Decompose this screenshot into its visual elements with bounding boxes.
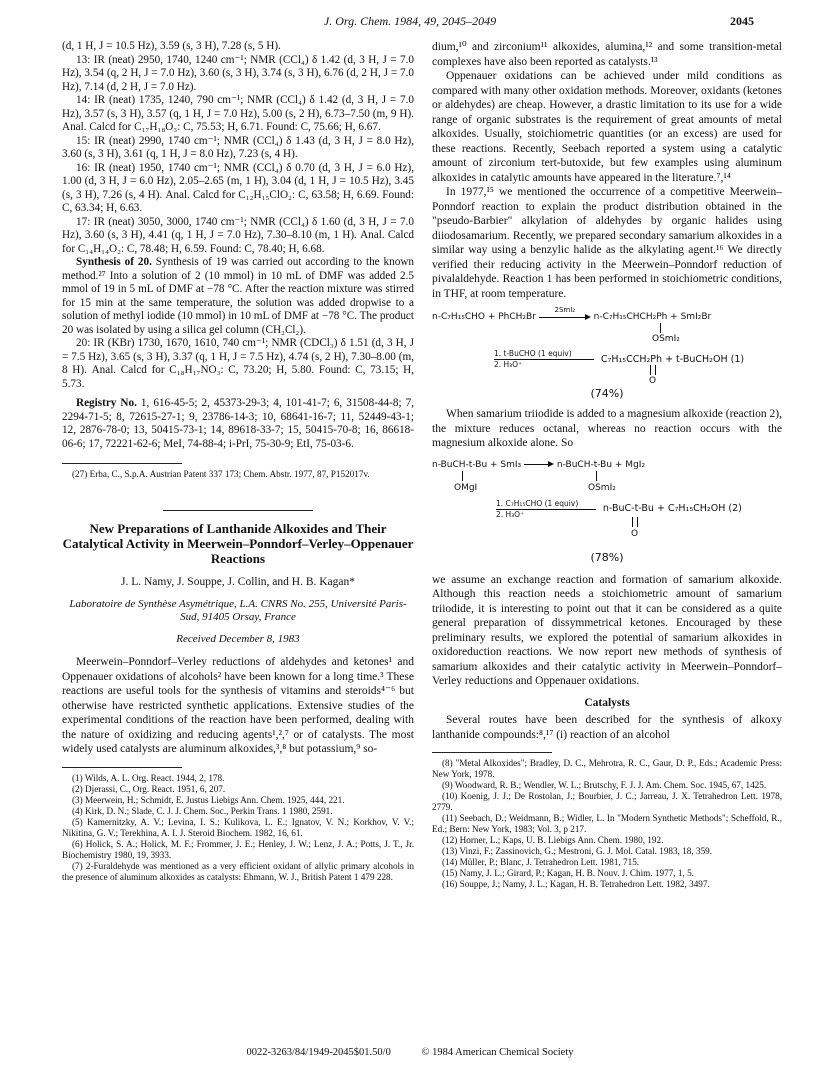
- scheme2-arrow: [524, 459, 554, 469]
- footnote-14: (14) Müller, P.; Blanc, J. Tetrahedron Lett. 1981, 715.: [442, 857, 640, 867]
- footnote-1: (1) Wilds, A. L. Org. React. 1944, 2, 178.: [72, 772, 225, 783]
- footnote-rule-2: [62, 767, 182, 768]
- scheme2-osm: OSmI₂: [588, 482, 616, 493]
- left-footnotes: [62, 773, 414, 883]
- footnote-5: (5) Kamernitzky, A. V.; Levina, I. S.; Kulikova, L. E.; Ignatov, V. N.; Korkhov, V. V.; Nikitina, G. V.; Terekhina, A. I. J. Steroid Biochem. 1982, 16, 61.: [62, 816, 414, 838]
- scheme2-oxygen: O: [631, 528, 639, 539]
- paragraph-triiodide: When samarium triiodide is added to a magnesium alkoxide (reaction 2), the mixture reduces octanal, whereas no reaction occurs with the magnesium alkoxide alone. So: [432, 408, 782, 449]
- paragraph-1977: In 1977,¹⁵ we mentioned the occurrence of a competitive Meerwein–Ponndorf reaction to explain the product distribution obtained in the "pseudo-Barbier" alkylation of aldehydes by organic halides using diiodosamarium. Recently, we prepared secondary samarium alkoxides in a similar way using a benzylic halide as the alkylating agent.¹⁶ We directly verified their reducing activity in the Meerwein–Ponndorf reduction of pivalaldehyde. Reaction 1 has been performed in stoichiometric conditions, in THF, at room temperature.: [432, 186, 782, 300]
- reaction-scheme-2: [432, 457, 782, 569]
- reaction-scheme-1: [432, 305, 782, 401]
- article-authors: J. L. Namy, J. Souppe, J. Collin, and H. B. Kagan*: [120, 576, 356, 588]
- scheme1-product2: C₇H₁₅CCH₂Ph + t-BuCH₂OH (1): [600, 353, 745, 365]
- scheme1-line1: [432, 305, 712, 325]
- scheme1-double-bond: [650, 365, 656, 375]
- left-column: [62, 40, 414, 883]
- scheme2-product: n-BuC-t-Bu + C₇H₁₅CH₂OH (2): [602, 503, 742, 515]
- scheme1-reactants: n-C₇H₁₅CHO + PhCH₂Br: [432, 312, 536, 322]
- article-title: New Preparations of Lanthanide Alkoxides and Their Catalytical Activity in Meerwein–Ponndorf–Verley–Oppenauer Reactions: [62, 521, 414, 566]
- scheme1-conditions: [494, 349, 744, 370]
- synthesis-20-paragraph: [62, 256, 414, 337]
- footnote-rule-right: [432, 752, 552, 753]
- running-header: [0, 14, 820, 32]
- paragraph-routes: Several routes have been described for the synthesis of alkoxy lanthanide compounds:⁸,¹⁷ (i) reaction of an alcohol: [432, 714, 782, 741]
- experimental-continued: (d, 1 H, J = 10.5 Hz), 3.59 (s, 3 H), 7.28 (s, 5 H).: [62, 40, 281, 52]
- footnote-3: (3) Meerwein, H.; Schmidt, E. Justus Liebigs Ann. Chem. 1925, 444, 221.: [72, 794, 345, 805]
- received-date: Received December 8, 1983: [176, 632, 300, 645]
- scheme2-cond2: 2. H₃O⁺: [496, 509, 525, 519]
- scheme2-yield: (78%): [590, 550, 624, 564]
- article-affiliation: Laboratoire de Synthèse Asymétrique, L.A. CNRS No. 255, Université Paris-Sud, 91405 Orsay, France: [69, 597, 407, 623]
- footnote-2: (2) Djerassi, C., Org. React. 1951, 6, 207.: [72, 783, 226, 794]
- footnote-16: (16) Souppe, J.; Namy, J. L.; Kagan, H. B. Tetrahedron Lett. 1982, 3497.: [442, 879, 710, 889]
- scheme2-condition-block: [496, 499, 596, 520]
- footnote-4: (4) Kirk, D. N.; Slade, C. J. J. Chem. Soc., Perkin Trans. 1 1980, 2591.: [72, 805, 333, 816]
- scheme2-conditions: [496, 499, 742, 520]
- synthesis-20-heading: Synthesis of 20.: [76, 256, 152, 268]
- page-number: 2045: [730, 14, 754, 28]
- registry-paragraph: [62, 397, 414, 451]
- experimental-17: 17: IR (neat) 3050, 3000, 1740 cm⁻¹; NMR (CCl₄) δ 1.60 (d, 3 H, J = 7.0 Hz), 3.60 (s, 3 H), 4.41 (q, 1 H, J = 7.0 Hz), 7.30–8.10 (m, 1 H). Anal. Calcd for C₁₄H₁₄O₂: C, 78.48; H, 6.59. Found: C, 78.40; H, 6.68.: [62, 215, 414, 255]
- scheme2-double-bond: [632, 517, 638, 527]
- footnote-rule: [62, 463, 182, 464]
- scheme2-omg: OMgI: [454, 482, 478, 493]
- experimental-20: 20: IR (KBr) 1730, 1670, 1610, 740 cm⁻¹; NMR (CDCl₃) δ 1.51 (d, 3 H, J = 7.5 Hz), 3.65 (s, 3 H), 3.37 (q, 1 H, J = 7.5 Hz), 4.74 (s, 2 H), 7.30–8.00 (m, 8 H). Anal. Calcd for C₁₈H₁₇NO₃: C, 73.20; H, 5.80. Found: C, 73.15; H, 5.73.: [62, 337, 414, 390]
- registry-heading: Registry No.: [76, 397, 137, 409]
- scheme1-cond2: 2. H₃O⁺: [494, 360, 523, 369]
- footnote-15: (15) Namy, J. L.; Girard, P.; Kagan, H. B. Nouv. J. Chim. 1977, 1, 5.: [442, 868, 694, 878]
- synthesis-20-body: Synthesis of 19 was carried out according to the known method.²⁷ Into a solution of 2 (10 mmol) in 10 mL of DMF was added 2.5 mmol of 19 in 5 mL of DMF at −78 °C. After the reaction mixture was stirred for 15 min at the same temperature, the solution was added dropwise to a solution of methyl iodide (10 mmol) in 10 mL of DMF at −78 °C. The product 20 was isolated by using a silica gel column (CH₂Cl₂).: [62, 256, 414, 336]
- scheme1-product: n-C₇H₁₅CHCH₂Ph + SmI₂Br: [593, 312, 712, 322]
- scheme2-cond1: 1. C₇H₁₅CHO (1 equiv): [496, 498, 579, 508]
- paragraph-exchange: we assume an exchange reaction and formation of samarium alkoxide. Although this reaction needs a stoichiometric amount of samarium triiodide, it is interesting to point out that it can be considered as a quite general preparation of dissymmetrical ketones. Encouraged by these preliminary results, we explored the potential of samarium alkoxides in oxidoreduction reactions. We now report new methods of synthesis of samarium alkoxides and their catalytic activity in Meerwein–Ponndorf–Verley reductions and Oppenauer oxidations.: [432, 573, 782, 687]
- scheme2-bond-right: [596, 471, 598, 481]
- footnote-7: (7) 2-Furaldehyde was mentioned as a very efficient oxidant of allylic primary alcohols in the presence of aluminum alkoxides as catalysts: Ehmann, W. J., British Patent 1 479 228.: [62, 860, 414, 882]
- footnote-10: (10) Koenig, J. J.; De Rostolan, J.; Bourbier, J. C.; Jarreau, J. X. Tetrahedron Lett. 1978, 2779.: [432, 791, 782, 812]
- footer-copyright: © 1984 American Chemical Society: [421, 1047, 574, 1058]
- scheme1-oxygen: O: [649, 376, 657, 386]
- right-column: [432, 40, 782, 890]
- scheme1-arrow: [539, 305, 591, 322]
- scheme1-condition-block: [494, 349, 594, 370]
- footnote-27: (27) Erba, C., S.p.A. Austrian Patent 337 173; Chem. Abstr. 1977, 87, P152017v.: [72, 469, 370, 479]
- scheme2-right: n-BuCH-t-Bu + MgI₂: [556, 459, 646, 470]
- page-footer: [0, 1047, 820, 1058]
- scheme1-bond: [660, 323, 662, 333]
- scheme2-left: n-BuCH-t-Bu + SmI₃: [432, 459, 522, 470]
- introduction-paragraph: Meerwein–Ponndorf–Verley reductions of aldehydes and ketones¹ and Oppenauer oxidations of alcohols² have been known for a long time.³ These reactions are useful tools for the synthesis of vitamins and steroids⁴⁻⁶ but otherwise have restricted synthetic applications. Extensive studies of the experimental conditions of the reaction have been performed, dealing with the nature of oxidizing and reducing agents¹,²,⁷ or of catalysts. The most widely used catalysts are aluminum alkoxides,³,⁸ but potassium,⁹ so-: [62, 656, 414, 755]
- footnote-12: (12) Horner, L.; Kaps, U. B. Liebigs Ann. Chem. 1980, 192.: [442, 835, 664, 845]
- footer-code: 0022-3263/84/1949-2045$01.50/0: [246, 1047, 391, 1058]
- right-footnotes: [432, 758, 782, 890]
- scheme1-reagent: 2SmI₂: [554, 305, 576, 314]
- scheme1-osm: OSmI₂: [652, 334, 680, 344]
- article-separator: [163, 510, 313, 511]
- scheme1-yield: (74%): [590, 387, 624, 400]
- experimental-16: 16: IR (neat) 1950, 1740 cm⁻¹; NMR (CCl₄) δ 0.70 (d, 3 H, J = 6.0 Hz), 1.00 (d, 3 H, J = 6.0 Hz), 2.05–2.65 (m, 1 H), 3.04 (d, 1 H, J = 10.5 Hz), 3.45 (s, 3 H), 7.26 (s, 4 H). Anal. Calcd for C₁₂H₁₅ClO₂: C, 63.58; H, 6.69. Found: C, 63.34; H, 6.63.: [62, 161, 414, 214]
- scheme1-cond1: 1. t-BuCHO (1 equiv): [494, 349, 572, 358]
- footnote-8: (8) "Metal Alkoxides"; Bradley, D. C., Mehrotra, R. C., Gaur, D. P., Eds.; Academic Press: New York, 1978.: [432, 758, 782, 779]
- scheme2-bond-left: [462, 471, 464, 481]
- footnote-11: (11) Seebach, D.; Weidmann, B.; Widler, L. In "Modern Synthetic Methods"; Scheffold, R., Ed.; Bern: New York, 1983; Vol. 3, p 217.: [432, 813, 782, 834]
- experimental-15: 15: IR (neat) 2990, 1740 cm⁻¹; NMR (CCl₄) δ 1.43 (d, 3 H, J = 8.0 Hz), 3.60 (s, 3 H), 3.61 (q, 1 H, J = 8.0 Hz), 7.23 (s, 4 H).: [62, 134, 414, 160]
- experimental-14: 14: IR (neat) 1735, 1240, 790 cm⁻¹; NMR (CCl₄) δ 1.42 (d, 3 H, J = 7.0 Hz), 3.57 (s, 3 H), 3.57 (q, 1 H, J = 7.0 Hz), 5.00 (s, 2 H), 6.73–7.50 (m, 9 H). Anal. Calcd for C₁₇H₁₈O₃: C, 75.53; H, 6.71. Found: C, 75.66; H, 6.67.: [62, 94, 414, 133]
- footnote-13: (13) Vinzi, F.; Zassinovich, G.; Mestroni, G. J. Mol. Catal. 1983, 18, 359.: [442, 846, 713, 856]
- footnote-9: (9) Woodward, R. B.; Wendler, W. L.; Brutschy, F. J. J. Am. Chem. Soc. 1945, 67, 1425.: [442, 780, 767, 790]
- footnote-6: (6) Holick, S. A.; Holick, M. F.; Frommer, J. E.; Henley, J. W.; Lenz, J. A.; Potts, J. T., Jr. Biochemistry 1980, 19, 3933.: [62, 838, 414, 860]
- paragraph-oppenauer: Oppenauer oxidations can be achieved under mild conditions as compared with many other oxidation methods. Moreover, oxidants (ketones or aldehydes) are cheap. However, a drastic limitation to its use for a wide range of organic substrates is the requirement of great amounts of metal alkoxides. Usually, stoichiometric quantities (or an excess) are used for these reactions. Recently, Seebach reported a system using a catalytic amount of zirconium tert-butoxide, but few examples using aluminum alkoxides in catalytic amounts have appeared in the literature.⁷,¹⁴: [432, 70, 782, 184]
- paragraph-continued: dium,¹⁰ and zirconium¹¹ alkoxides, alumina,¹² and some transition-metal complexes have also been reported as catalysts.¹³: [432, 41, 782, 68]
- journal-citation: J. Org. Chem. 1984, 49, 2045–2049: [323, 14, 497, 28]
- registry-body: 1, 616-45-5; 2, 45373-29-3; 4, 101-41-7; 6, 31508-44-8; 7, 2294-71-5; 8, 72615-27-1; 9, 23786-14-3; 10, 68641-16-7; 11, 52449-43-1; 12, 2876-78-0; 13, 50415-73-1; 14, 89618-33-7; 15, 50415-70-8; 16, 86618-06-6; 17, 72221-62-6; MeI, 74-88-4; i-PrI, 75-30-9; EtI, 75-03-6.: [62, 397, 414, 450]
- section-heading-catalysts: Catalysts: [584, 696, 630, 709]
- experimental-13: 13: IR (neat) 2950, 1740, 1240 cm⁻¹; NMR (CCl₄) δ 1.42 (d, 3 H, J = 7.0 Hz), 3.54 (q, 2 H, J = 7.0 Hz), 3.60 (s, 3 H), 3.74 (s, 3 H), 6.76 (d, 2 H, J = 7.0 Hz), 7.14 (d, 2 H, J = 7.0 Hz).: [62, 53, 414, 93]
